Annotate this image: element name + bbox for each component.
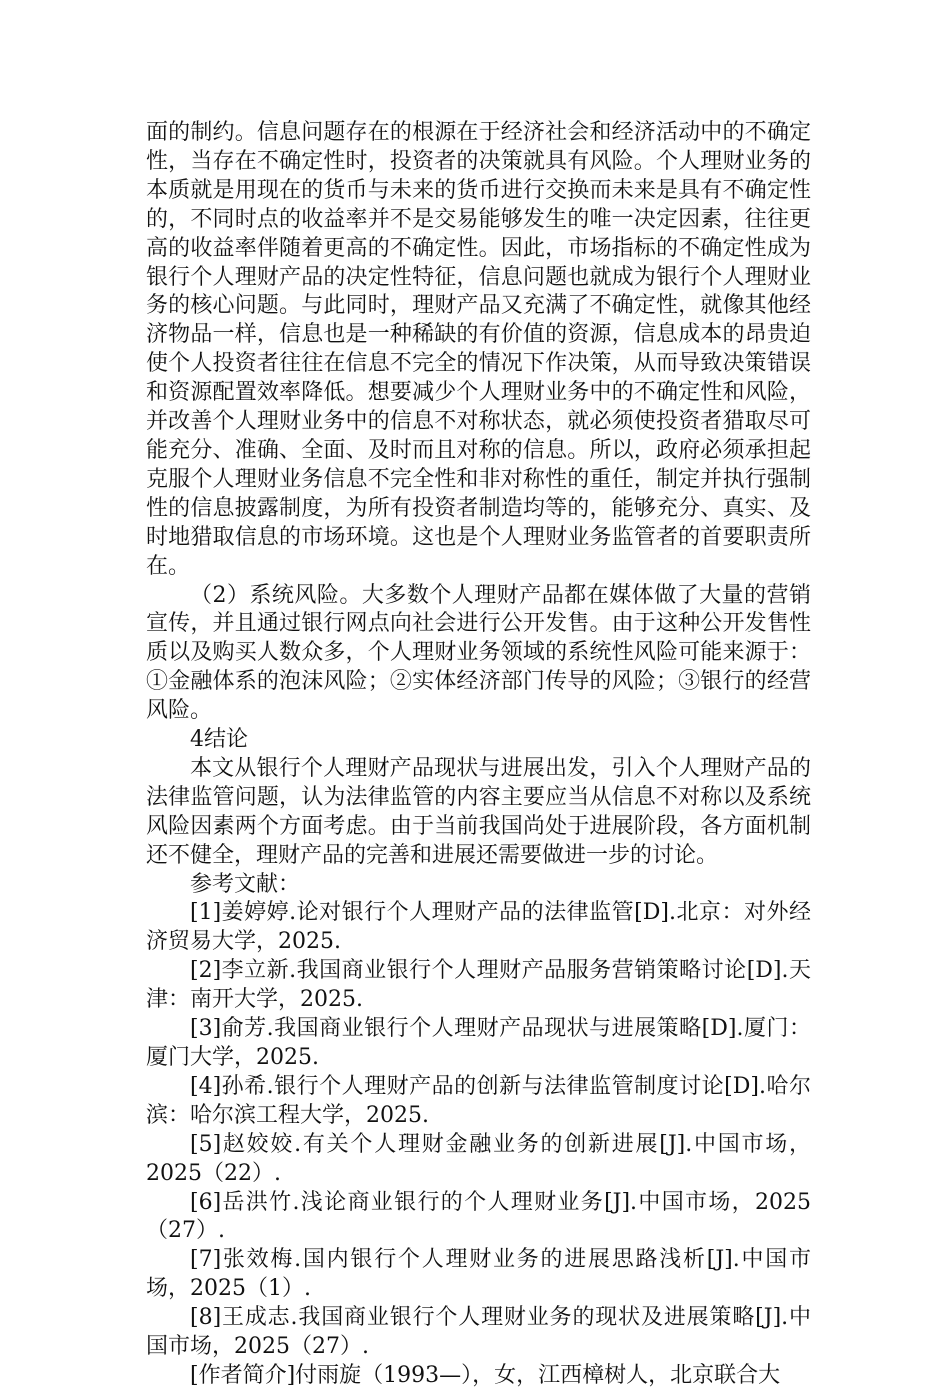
- reference-item: [3]俞芳.我国商业银行个人理财产品现状与进展策略[D].厦门：厦门大学，2025.: [146, 1016, 811, 1070]
- section-heading-conclusion: 4结论: [190, 727, 248, 753]
- document-page: [146, 119, 811, 1391]
- body-paragraph-conclusion: 本文从银行个人理财产品现状与进展出发，引入个人理财产品的法律监管问题，认为法律监管的内容主要应当从信息不对称以及系统风险因素两个方面考虑。由于当前我国尚处于进展阶段，各方面机制还不健全，理财产品的完善和进展还需要做进一步的讨论。: [146, 755, 811, 868]
- references-heading: 参考文献：: [190, 871, 301, 897]
- body-paragraph-info-asymmetry: 面的制约。信息问题存在的根源在于经济社会和经济活动中的不确定性，当存在不确定性时，投资者的决策就具有风险。个人理财业务的本质就是用现在的货币与未来的货币进行交换而未来是具有不确定性的，不同时点的收益率并不是交易能够发生的唯一决定因素，往往更高的收益率伴随着更高的不确定性。因此，市场指标的不确定性成为银行个人理财产品的决定性特征，信息问题也就成为银行个人理财业务的核心问题。与此同时，理财产品又充满了不确定性，就像其他经济物品一样，信息也是一种稀缺的有价值的资源，信息成本的昂贵迫使个人投资者往往在信息不完全的情况下作决策，从而导致决策错误和资源配置效率降低。想要减少个人理财业务中的不确定性和风险，并改善个人理财业务中的信息不对称状态，就必须使投资者猎取尽可能充分、准确、全面、及时而且对称的信息。所以，政府必须承担起克服个人理财业务信息不完全性和非对称性的重任，制定并执行强制性的信息披露制度，为所有投资者制造均等的，能够充分、真实、及时地猎取信息的市场环境。这也是个人理财业务监管者的首要职责所在。: [146, 120, 811, 579]
- reference-item: [6]岳洪竹.浅论商业银行的个人理财业务[J].中国市场，2025（27）.: [146, 1189, 811, 1244]
- body-paragraph-systemic-risk: （2）系统风险。大多数个人理财产品都在媒体做了大量的营销宣传，并且通过银行网点向社会进行公开发售。由于这种公开发售性质以及购买人数众多，个人理财业务领域的系统性风险可能来源于：①金融体系的泡沫风险；②实体经济部门传导的风险；③银行的经营风险。: [146, 582, 811, 724]
- reference-item: [4]孙希.银行个人理财产品的创新与法律监管制度讨论[D].哈尔滨：哈尔滨工程大学，2025.: [146, 1073, 811, 1128]
- reference-item: [2]李立新.我国商业银行个人理财产品服务营销策略讨论[D].天津：南开大学，2025.: [146, 958, 811, 1013]
- reference-item: [1]姜婷婷.论对银行个人理财产品的法律监管[D].北京：对外经济贸易大学，2025.: [146, 900, 811, 955]
- author-bio: [作者简介]付雨旋（1993—），女，江西樟树人，北京联合大: [190, 1362, 781, 1388]
- reference-item: [7]张效梅.国内银行个人理财业务的进展思路浅析[J].中国市场，2025（1）.: [146, 1247, 811, 1302]
- reference-item: [8]王成志.我国商业银行个人理财业务的现状及进展策略[J].中国市场，2025（27）.: [146, 1305, 811, 1360]
- reference-item: [5]赵姣姣.有关个人理财金融业务的创新进展[J].中国市场，2025（22）.: [146, 1131, 811, 1186]
- references-list: [146, 899, 811, 1362]
